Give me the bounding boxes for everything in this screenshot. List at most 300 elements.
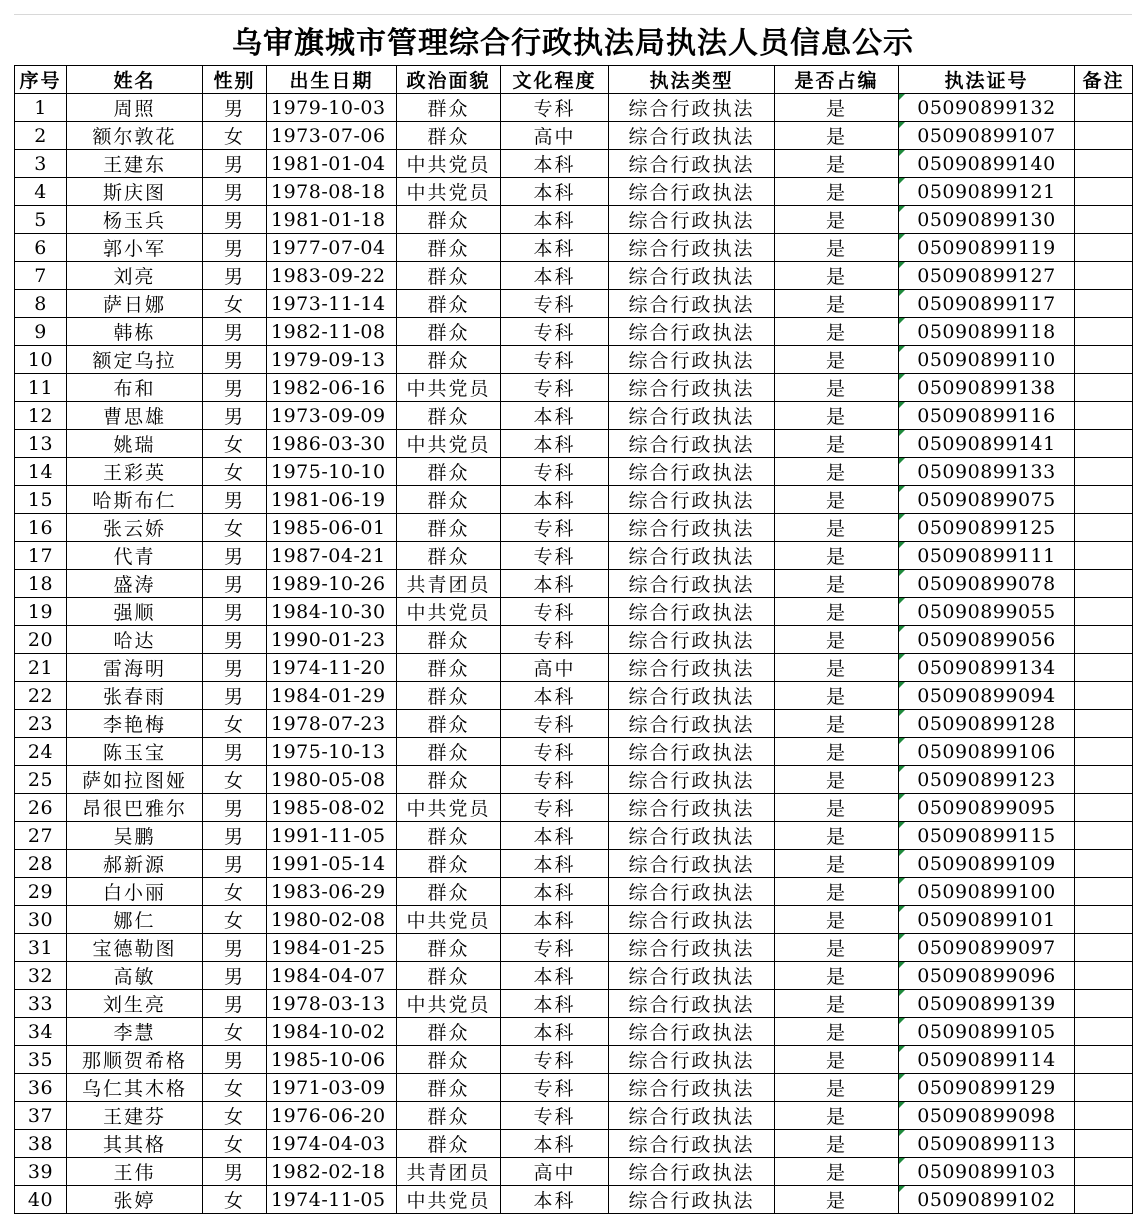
certificate-number: 05090899119 [917, 236, 1056, 259]
certificate-number: 05090899102 [917, 1188, 1056, 1211]
cell-enforcement-type: 综合行政执法 [609, 1186, 775, 1214]
cell-birthdate: 1983-06-29 [267, 878, 397, 906]
cell-remarks [1075, 122, 1133, 150]
cell-index: 27 [15, 822, 67, 850]
cell-remarks [1075, 1074, 1133, 1102]
cell-index: 39 [15, 1158, 67, 1186]
cell-index: 26 [15, 794, 67, 822]
cell-certificate-no [899, 990, 1075, 1018]
header-cell-birthdate: 出生日期 [267, 66, 397, 94]
cell-birthdate: 1991-05-14 [267, 850, 397, 878]
cell-political-status: 群众 [397, 402, 501, 430]
cell-gender: 男 [203, 206, 267, 234]
cell-marker-icon [899, 486, 905, 492]
cell-index: 33 [15, 990, 67, 1018]
cell-index: 20 [15, 626, 67, 654]
cell-political-status: 中共党员 [397, 794, 501, 822]
cell-enforcement-type: 综合行政执法 [609, 822, 775, 850]
cell-enforcement-type: 综合行政执法 [609, 626, 775, 654]
cell-remarks [1075, 822, 1133, 850]
cell-gender: 男 [203, 990, 267, 1018]
cell-staffed: 是 [775, 346, 899, 374]
cell-remarks [1075, 738, 1133, 766]
certificate-number: 05090899123 [917, 768, 1056, 791]
cell-staffed: 是 [775, 962, 899, 990]
cell-gender: 男 [203, 178, 267, 206]
cell-education: 本科 [501, 206, 609, 234]
header-cell-education: 文化程度 [501, 66, 609, 94]
cell-staffed: 是 [775, 402, 899, 430]
cell-birthdate: 1978-03-13 [267, 990, 397, 1018]
cell-enforcement-type: 综合行政执法 [609, 1018, 775, 1046]
cell-certificate-no [899, 1074, 1075, 1102]
table-row [15, 1074, 1133, 1102]
cell-remarks [1075, 710, 1133, 738]
cell-birthdate: 1986-03-30 [267, 430, 397, 458]
cell-gender: 男 [203, 570, 267, 598]
staff-table [14, 65, 1133, 1214]
cell-education: 本科 [501, 178, 609, 206]
cell-education: 专科 [501, 318, 609, 346]
cell-name: 白小丽 [67, 878, 203, 906]
cell-education: 专科 [501, 1046, 609, 1074]
cell-marker-icon [899, 206, 905, 212]
cell-index: 35 [15, 1046, 67, 1074]
cell-marker-icon [899, 598, 905, 604]
cell-birthdate: 1975-10-13 [267, 738, 397, 766]
cell-enforcement-type: 综合行政执法 [609, 486, 775, 514]
cell-name: 韩栋 [67, 318, 203, 346]
certificate-number: 05090899101 [917, 908, 1056, 931]
cell-marker-icon [899, 542, 905, 548]
cell-certificate-no [899, 1018, 1075, 1046]
cell-education: 本科 [501, 234, 609, 262]
cell-political-status: 群众 [397, 290, 501, 318]
cell-birthdate: 1977-07-04 [267, 234, 397, 262]
cell-name: 那顺贺希格 [67, 1046, 203, 1074]
cell-remarks [1075, 962, 1133, 990]
cell-name: 姚瑞 [67, 430, 203, 458]
cell-marker-icon [899, 962, 905, 968]
certificate-number: 05090899118 [917, 320, 1056, 343]
cell-education: 本科 [501, 1130, 609, 1158]
certificate-number: 05090899106 [917, 740, 1056, 763]
cell-enforcement-type: 综合行政执法 [609, 1102, 775, 1130]
cell-name: 王彩英 [67, 458, 203, 486]
cell-education: 本科 [501, 150, 609, 178]
cell-political-status: 群众 [397, 1130, 501, 1158]
cell-political-status: 中共党员 [397, 906, 501, 934]
cell-staffed: 是 [775, 430, 899, 458]
table-row [15, 710, 1133, 738]
cell-enforcement-type: 综合行政执法 [609, 738, 775, 766]
cell-staffed: 是 [775, 598, 899, 626]
table-row [15, 1102, 1133, 1130]
page-title: 乌审旗城市管理综合行政执法局执法人员信息公示 [14, 14, 1132, 65]
cell-education: 专科 [501, 766, 609, 794]
cell-education: 专科 [501, 1102, 609, 1130]
cell-staffed: 是 [775, 318, 899, 346]
cell-birthdate: 1982-11-08 [267, 318, 397, 346]
table-row [15, 374, 1133, 402]
cell-remarks [1075, 374, 1133, 402]
cell-certificate-no [899, 374, 1075, 402]
cell-staffed: 是 [775, 990, 899, 1018]
cell-marker-icon [899, 738, 905, 744]
cell-certificate-no [899, 850, 1075, 878]
cell-gender: 男 [203, 1046, 267, 1074]
cell-education: 专科 [501, 934, 609, 962]
cell-birthdate: 1975-10-10 [267, 458, 397, 486]
header-cell-enforcement-type: 执法类型 [609, 66, 775, 94]
cell-gender: 男 [203, 234, 267, 262]
cell-index: 8 [15, 290, 67, 318]
cell-name: 陈玉宝 [67, 738, 203, 766]
cell-index: 18 [15, 570, 67, 598]
cell-remarks [1075, 878, 1133, 906]
cell-certificate-no [899, 878, 1075, 906]
cell-birthdate: 1990-01-23 [267, 626, 397, 654]
cell-birthdate: 1974-11-05 [267, 1186, 397, 1214]
cell-enforcement-type: 综合行政执法 [609, 850, 775, 878]
certificate-number: 05090899103 [917, 1160, 1056, 1183]
table-row [15, 906, 1133, 934]
cell-birthdate: 1982-02-18 [267, 1158, 397, 1186]
cell-marker-icon [899, 374, 905, 380]
cell-name: 张婷 [67, 1186, 203, 1214]
header-row [15, 66, 1133, 94]
cell-marker-icon [899, 1074, 905, 1080]
cell-gender: 女 [203, 1018, 267, 1046]
cell-remarks [1075, 458, 1133, 486]
cell-name: 张春雨 [67, 682, 203, 710]
header-cell-remarks: 备注 [1075, 66, 1133, 94]
cell-gender: 女 [203, 1186, 267, 1214]
cell-birthdate: 1976-06-20 [267, 1102, 397, 1130]
cell-certificate-no [899, 654, 1075, 682]
cell-marker-icon [899, 346, 905, 352]
cell-staffed: 是 [775, 1130, 899, 1158]
cell-remarks [1075, 654, 1133, 682]
cell-name: 额定乌拉 [67, 346, 203, 374]
cell-name: 曹思雄 [67, 402, 203, 430]
cell-name: 额尔敦花 [67, 122, 203, 150]
cell-gender: 女 [203, 766, 267, 794]
cell-enforcement-type: 综合行政执法 [609, 710, 775, 738]
cell-gender: 男 [203, 486, 267, 514]
cell-gender: 男 [203, 850, 267, 878]
cell-certificate-no [899, 738, 1075, 766]
table-row [15, 402, 1133, 430]
cell-certificate-no [899, 262, 1075, 290]
cell-birthdate: 1978-08-18 [267, 178, 397, 206]
cell-certificate-no [899, 962, 1075, 990]
cell-certificate-no [899, 570, 1075, 598]
cell-political-status: 群众 [397, 458, 501, 486]
cell-education: 专科 [501, 598, 609, 626]
cell-index: 16 [15, 514, 67, 542]
cell-political-status: 中共党员 [397, 430, 501, 458]
cell-index: 29 [15, 878, 67, 906]
cell-gender: 男 [203, 654, 267, 682]
cell-index: 23 [15, 710, 67, 738]
cell-political-status: 群众 [397, 878, 501, 906]
cell-name: 吴鹏 [67, 822, 203, 850]
table-row [15, 850, 1133, 878]
cell-birthdate: 1973-11-14 [267, 290, 397, 318]
cell-education: 本科 [501, 1186, 609, 1214]
certificate-number: 05090899075 [917, 488, 1056, 511]
cell-enforcement-type: 综合行政执法 [609, 906, 775, 934]
cell-name: 强顺 [67, 598, 203, 626]
cell-gender: 男 [203, 822, 267, 850]
cell-certificate-no [899, 122, 1075, 150]
table-row [15, 598, 1133, 626]
table-row [15, 738, 1133, 766]
cell-marker-icon [899, 458, 905, 464]
cell-education: 专科 [501, 94, 609, 122]
cell-political-status: 群众 [397, 1046, 501, 1074]
certificate-number: 05090899100 [917, 880, 1056, 903]
cell-enforcement-type: 综合行政执法 [609, 1158, 775, 1186]
cell-staffed: 是 [775, 486, 899, 514]
cell-index: 36 [15, 1074, 67, 1102]
table-row [15, 626, 1133, 654]
cell-education: 专科 [501, 542, 609, 570]
certificate-number: 05090899116 [917, 404, 1056, 427]
certificate-number: 05090899129 [917, 1076, 1056, 1099]
cell-birthdate: 1974-11-20 [267, 654, 397, 682]
cell-political-status: 中共党员 [397, 150, 501, 178]
cell-name: 哈斯布仁 [67, 486, 203, 514]
cell-marker-icon [899, 178, 905, 184]
cell-birthdate: 1984-04-07 [267, 962, 397, 990]
cell-gender: 男 [203, 626, 267, 654]
cell-gender: 女 [203, 1130, 267, 1158]
cell-remarks [1075, 290, 1133, 318]
table-row [15, 962, 1133, 990]
cell-certificate-no [899, 794, 1075, 822]
cell-political-status: 群众 [397, 962, 501, 990]
cell-political-status: 群众 [397, 206, 501, 234]
cell-political-status: 群众 [397, 234, 501, 262]
cell-education: 专科 [501, 290, 609, 318]
cell-enforcement-type: 综合行政执法 [609, 430, 775, 458]
cell-gender: 女 [203, 514, 267, 542]
cell-birthdate: 1987-04-21 [267, 542, 397, 570]
cell-staffed: 是 [775, 178, 899, 206]
cell-enforcement-type: 综合行政执法 [609, 1074, 775, 1102]
cell-marker-icon [899, 1130, 905, 1136]
cell-index: 6 [15, 234, 67, 262]
cell-gender: 男 [203, 262, 267, 290]
cell-marker-icon [899, 262, 905, 268]
cell-enforcement-type: 综合行政执法 [609, 766, 775, 794]
cell-marker-icon [899, 1018, 905, 1024]
cell-name: 昂很巴雅尔 [67, 794, 203, 822]
cell-name: 宝德勒图 [67, 934, 203, 962]
cell-gender: 男 [203, 1158, 267, 1186]
cell-gender: 女 [203, 1074, 267, 1102]
cell-certificate-no [899, 402, 1075, 430]
cell-remarks [1075, 906, 1133, 934]
header-cell-gender: 性别 [203, 66, 267, 94]
cell-marker-icon [899, 906, 905, 912]
cell-marker-icon [899, 766, 905, 772]
certificate-number: 05090899138 [917, 376, 1056, 399]
cell-gender: 男 [203, 150, 267, 178]
cell-gender: 男 [203, 962, 267, 990]
cell-remarks [1075, 542, 1133, 570]
cell-index: 4 [15, 178, 67, 206]
cell-political-status: 群众 [397, 654, 501, 682]
cell-name: 娜仁 [67, 906, 203, 934]
cell-political-status: 中共党员 [397, 598, 501, 626]
cell-political-status: 群众 [397, 318, 501, 346]
cell-birthdate: 1985-08-02 [267, 794, 397, 822]
cell-staffed: 是 [775, 1074, 899, 1102]
cell-marker-icon [899, 122, 905, 128]
cell-name: 布和 [67, 374, 203, 402]
cell-staffed: 是 [775, 822, 899, 850]
cell-staffed: 是 [775, 234, 899, 262]
cell-enforcement-type: 综合行政执法 [609, 514, 775, 542]
cell-index: 12 [15, 402, 67, 430]
cell-gender: 女 [203, 458, 267, 486]
cell-index: 22 [15, 682, 67, 710]
cell-birthdate: 1981-06-19 [267, 486, 397, 514]
cell-name: 萨日娜 [67, 290, 203, 318]
cell-name: 张云娇 [67, 514, 203, 542]
table-row [15, 1130, 1133, 1158]
cell-enforcement-type: 综合行政执法 [609, 150, 775, 178]
cell-name: 王建芬 [67, 1102, 203, 1130]
spreadsheet [14, 14, 1132, 1214]
cell-certificate-no [899, 94, 1075, 122]
cell-remarks [1075, 318, 1133, 346]
cell-name: 杨玉兵 [67, 206, 203, 234]
cell-name: 斯庆图 [67, 178, 203, 206]
cell-certificate-no [899, 710, 1075, 738]
cell-index: 28 [15, 850, 67, 878]
cell-name: 高敏 [67, 962, 203, 990]
cell-certificate-no [899, 906, 1075, 934]
certificate-number: 05090899107 [917, 124, 1056, 147]
certificate-number: 05090899095 [917, 796, 1056, 819]
cell-political-status: 群众 [397, 822, 501, 850]
certificate-number: 05090899121 [917, 180, 1056, 203]
cell-staffed: 是 [775, 1046, 899, 1074]
cell-remarks [1075, 934, 1133, 962]
cell-gender: 女 [203, 290, 267, 318]
cell-political-status: 群众 [397, 710, 501, 738]
cell-education: 专科 [501, 626, 609, 654]
cell-birthdate: 1978-07-23 [267, 710, 397, 738]
table-row [15, 934, 1133, 962]
cell-remarks [1075, 1186, 1133, 1214]
table-row [15, 318, 1133, 346]
cell-index: 7 [15, 262, 67, 290]
cell-marker-icon [899, 878, 905, 884]
cell-education: 本科 [501, 850, 609, 878]
cell-remarks [1075, 150, 1133, 178]
cell-gender: 女 [203, 1102, 267, 1130]
cell-staffed: 是 [775, 850, 899, 878]
cell-name: 李慧 [67, 1018, 203, 1046]
cell-birthdate: 1985-06-01 [267, 514, 397, 542]
cell-education: 专科 [501, 794, 609, 822]
table-row [15, 486, 1133, 514]
cell-index: 17 [15, 542, 67, 570]
cell-staffed: 是 [775, 794, 899, 822]
cell-remarks [1075, 1130, 1133, 1158]
cell-enforcement-type: 综合行政执法 [609, 94, 775, 122]
cell-birthdate: 1982-06-16 [267, 374, 397, 402]
certificate-number: 05090899094 [917, 684, 1056, 707]
table-row [15, 542, 1133, 570]
cell-index: 10 [15, 346, 67, 374]
cell-marker-icon [899, 290, 905, 296]
cell-remarks [1075, 94, 1133, 122]
cell-education: 本科 [501, 906, 609, 934]
certificate-number: 05090899133 [917, 460, 1056, 483]
cell-education: 本科 [501, 486, 609, 514]
table-row [15, 290, 1133, 318]
cell-birthdate: 1989-10-26 [267, 570, 397, 598]
cell-enforcement-type: 综合行政执法 [609, 402, 775, 430]
cell-birthdate: 1980-02-08 [267, 906, 397, 934]
cell-gender: 女 [203, 906, 267, 934]
certificate-number: 05090899113 [917, 1132, 1056, 1155]
certificate-number: 05090899134 [917, 656, 1056, 679]
table-row [15, 1046, 1133, 1074]
cell-marker-icon [899, 682, 905, 688]
cell-political-status: 群众 [397, 766, 501, 794]
cell-staffed: 是 [775, 1102, 899, 1130]
cell-certificate-no [899, 514, 1075, 542]
table-row [15, 514, 1133, 542]
certificate-number: 05090899141 [917, 432, 1056, 455]
table-row [15, 206, 1133, 234]
cell-gender: 男 [203, 794, 267, 822]
table-row [15, 430, 1133, 458]
cell-marker-icon [899, 1102, 905, 1108]
cell-enforcement-type: 综合行政执法 [609, 1130, 775, 1158]
certificate-number: 05090899130 [917, 208, 1056, 231]
cell-enforcement-type: 综合行政执法 [609, 374, 775, 402]
cell-enforcement-type: 综合行政执法 [609, 458, 775, 486]
cell-name: 盛涛 [67, 570, 203, 598]
cell-staffed: 是 [775, 710, 899, 738]
cell-education: 本科 [501, 430, 609, 458]
cell-staffed: 是 [775, 906, 899, 934]
cell-political-status: 群众 [397, 262, 501, 290]
cell-birthdate: 1991-11-05 [267, 822, 397, 850]
cell-certificate-no [899, 346, 1075, 374]
cell-marker-icon [899, 514, 905, 520]
cell-remarks [1075, 1102, 1133, 1130]
cell-education: 本科 [501, 570, 609, 598]
table-row [15, 346, 1133, 374]
cell-enforcement-type: 综合行政执法 [609, 542, 775, 570]
cell-remarks [1075, 1018, 1133, 1046]
cell-staffed: 是 [775, 458, 899, 486]
certificate-number: 05090899105 [917, 1020, 1056, 1043]
header-cell-index: 序号 [15, 66, 67, 94]
cell-birthdate: 1983-09-22 [267, 262, 397, 290]
cell-political-status: 群众 [397, 934, 501, 962]
cell-remarks [1075, 598, 1133, 626]
